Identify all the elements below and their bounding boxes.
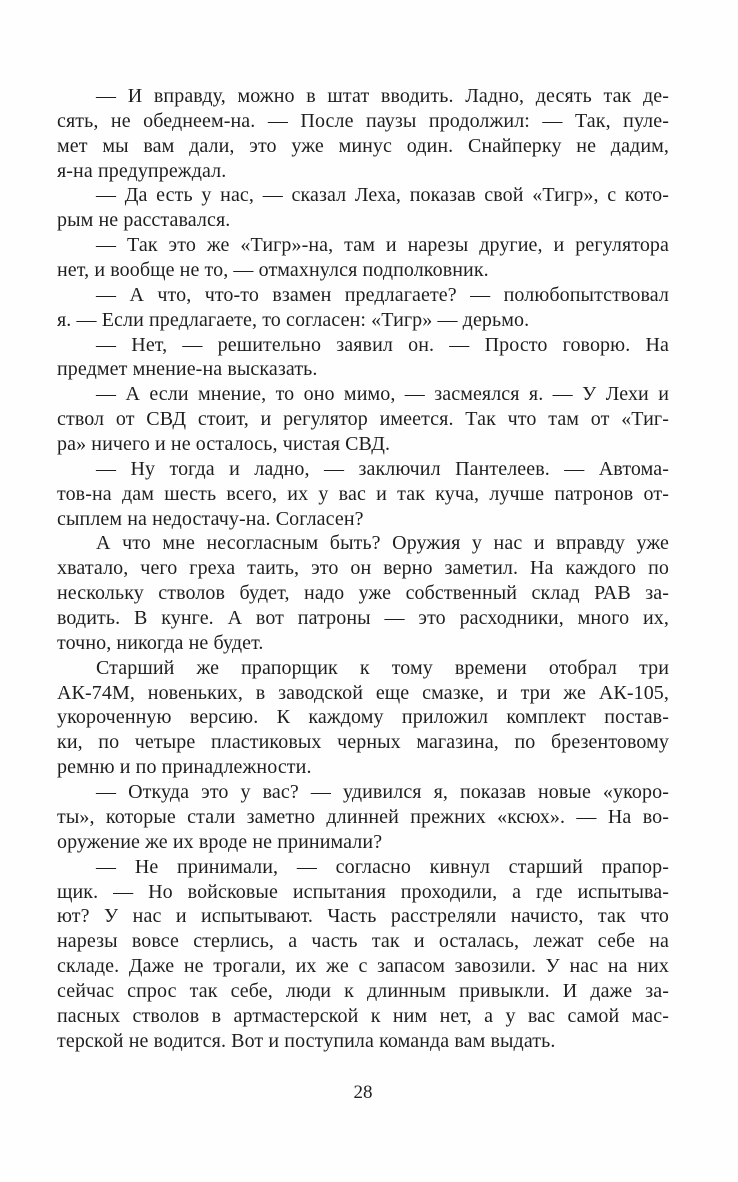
text-line: пасных стволов в артмастерской к ним нет, а у вас самой мас-: [57, 1004, 669, 1027]
text-line: тов-на дам шесть всего, их у вас и так куча, лучше патронов от-: [57, 482, 669, 505]
text-line: мет мы вам дали, это уже минус один. Снайперку не дадим,: [57, 134, 669, 157]
text-line: предмет мнение-на высказать.: [57, 358, 318, 381]
paragraph: [57, 531, 669, 655]
text-line: А что мне несогласным быть? Оружия у нас и вправду уже: [96, 532, 669, 555]
text-line: — Так это же «Тигр»-на, там и нарезы другие, и регулятора: [96, 234, 669, 257]
text-line: водить. В кунге. А вот патроны — это расходники, много их,: [57, 607, 669, 630]
text-line: — Нет, — решительно заявил он. — Просто говорю. На: [96, 333, 669, 356]
text-line: — Да есть у нас, — сказал Леха, показав свой «Тигр», с кото-: [96, 184, 669, 207]
text-line: — И вправду, можно в штат вводить. Ладно, десять так де-: [96, 85, 669, 107]
text-line: нет, и вообще не то, — отмахнулся подполковник.: [57, 259, 489, 282]
text-line: — Откуда это у вас? — удивился я, показав новые «укоро-: [96, 781, 669, 804]
text-line: нарезы вовсе стерлись, а часть так и осталась, лежат себе на: [57, 930, 669, 953]
text-line: Старший же прапорщик к тому времени отобрал три: [96, 656, 669, 679]
text-line: точно, никогда не будет.: [57, 631, 264, 654]
text-line: — А что, что-то взамен предлагаете? — полюбопытствовал: [96, 283, 669, 306]
paragraph: [57, 283, 669, 333]
text-block: [57, 84, 669, 1054]
text-line: я. — Если предлагаете, то согласен: «Тигр» — дерьмо.: [57, 308, 530, 331]
text-line: сейчас спрос так себе, люди к длинным привыкли. И даже за-: [57, 979, 669, 1002]
text-line: терской не водится. Вот и поступила команда вам выдать.: [57, 1029, 556, 1052]
text-line: — А если мнение, то оно мимо, — засмеялся я. — У Лехи и: [96, 383, 669, 406]
text-line: ремню и по принадлежности.: [57, 756, 312, 779]
text-line: укороченную версию. К каждому приложил комплект постав-: [57, 706, 669, 729]
page-number: 28: [353, 1082, 373, 1103]
paragraph: [57, 183, 669, 233]
text-line: щик. — Но войсковые испытания проходили, а где испытыва-: [57, 880, 669, 903]
paragraph: [57, 233, 669, 283]
text-line: рым не расставался.: [57, 209, 231, 232]
paragraph: [57, 780, 669, 855]
paragraph: [57, 656, 669, 780]
text-line: — Ну тогда и ладно, — заключил Пантелеев. — Автома-: [96, 457, 669, 480]
text-line: — Не принимали, — согласно кивнул старший прапор-: [96, 855, 669, 878]
text-line: хватало, чего греха таить, это он верно заметил. На каждого по: [57, 557, 669, 580]
text-line: ки, по четыре пластиковых черных магазина, по брезентовому: [57, 731, 669, 754]
text-line: ют? У нас и испытывают. Часть расстреляли начисто, так что: [57, 905, 669, 928]
text-line: я-на предупреждал.: [57, 159, 227, 182]
paragraph: [57, 333, 669, 383]
text-line: нескольку стволов будет, надо уже собственный склад РАВ за-: [57, 582, 669, 605]
paragraph: [57, 382, 669, 457]
text-line: ты», которые стали заметно длинней прежних «ксюх». — На во-: [57, 805, 669, 828]
text-line: АК-74М, новеньких, в заводской еще смазке, и три же АК-105,: [57, 681, 669, 704]
paragraph: [57, 855, 669, 1054]
paragraph: [57, 457, 669, 532]
text-line: ра» ничего и не осталось, чистая СВД.: [57, 433, 391, 456]
text-line: сять, не обеднеем-на. — После паузы продолжил: — Так, пуле-: [57, 109, 669, 132]
paragraph: [57, 84, 669, 183]
text-line: оружение же их вроде не принимали?: [57, 830, 383, 853]
text-line: сыплем на недостачу-на. Согласен?: [57, 507, 364, 530]
text-line: ствол от СВД стоит, и регулятор имеется. Так что там от «Тиг-: [57, 408, 669, 431]
text-line: складе. Даже не трогали, их же с запасом завозили. У нас на них: [57, 955, 669, 978]
